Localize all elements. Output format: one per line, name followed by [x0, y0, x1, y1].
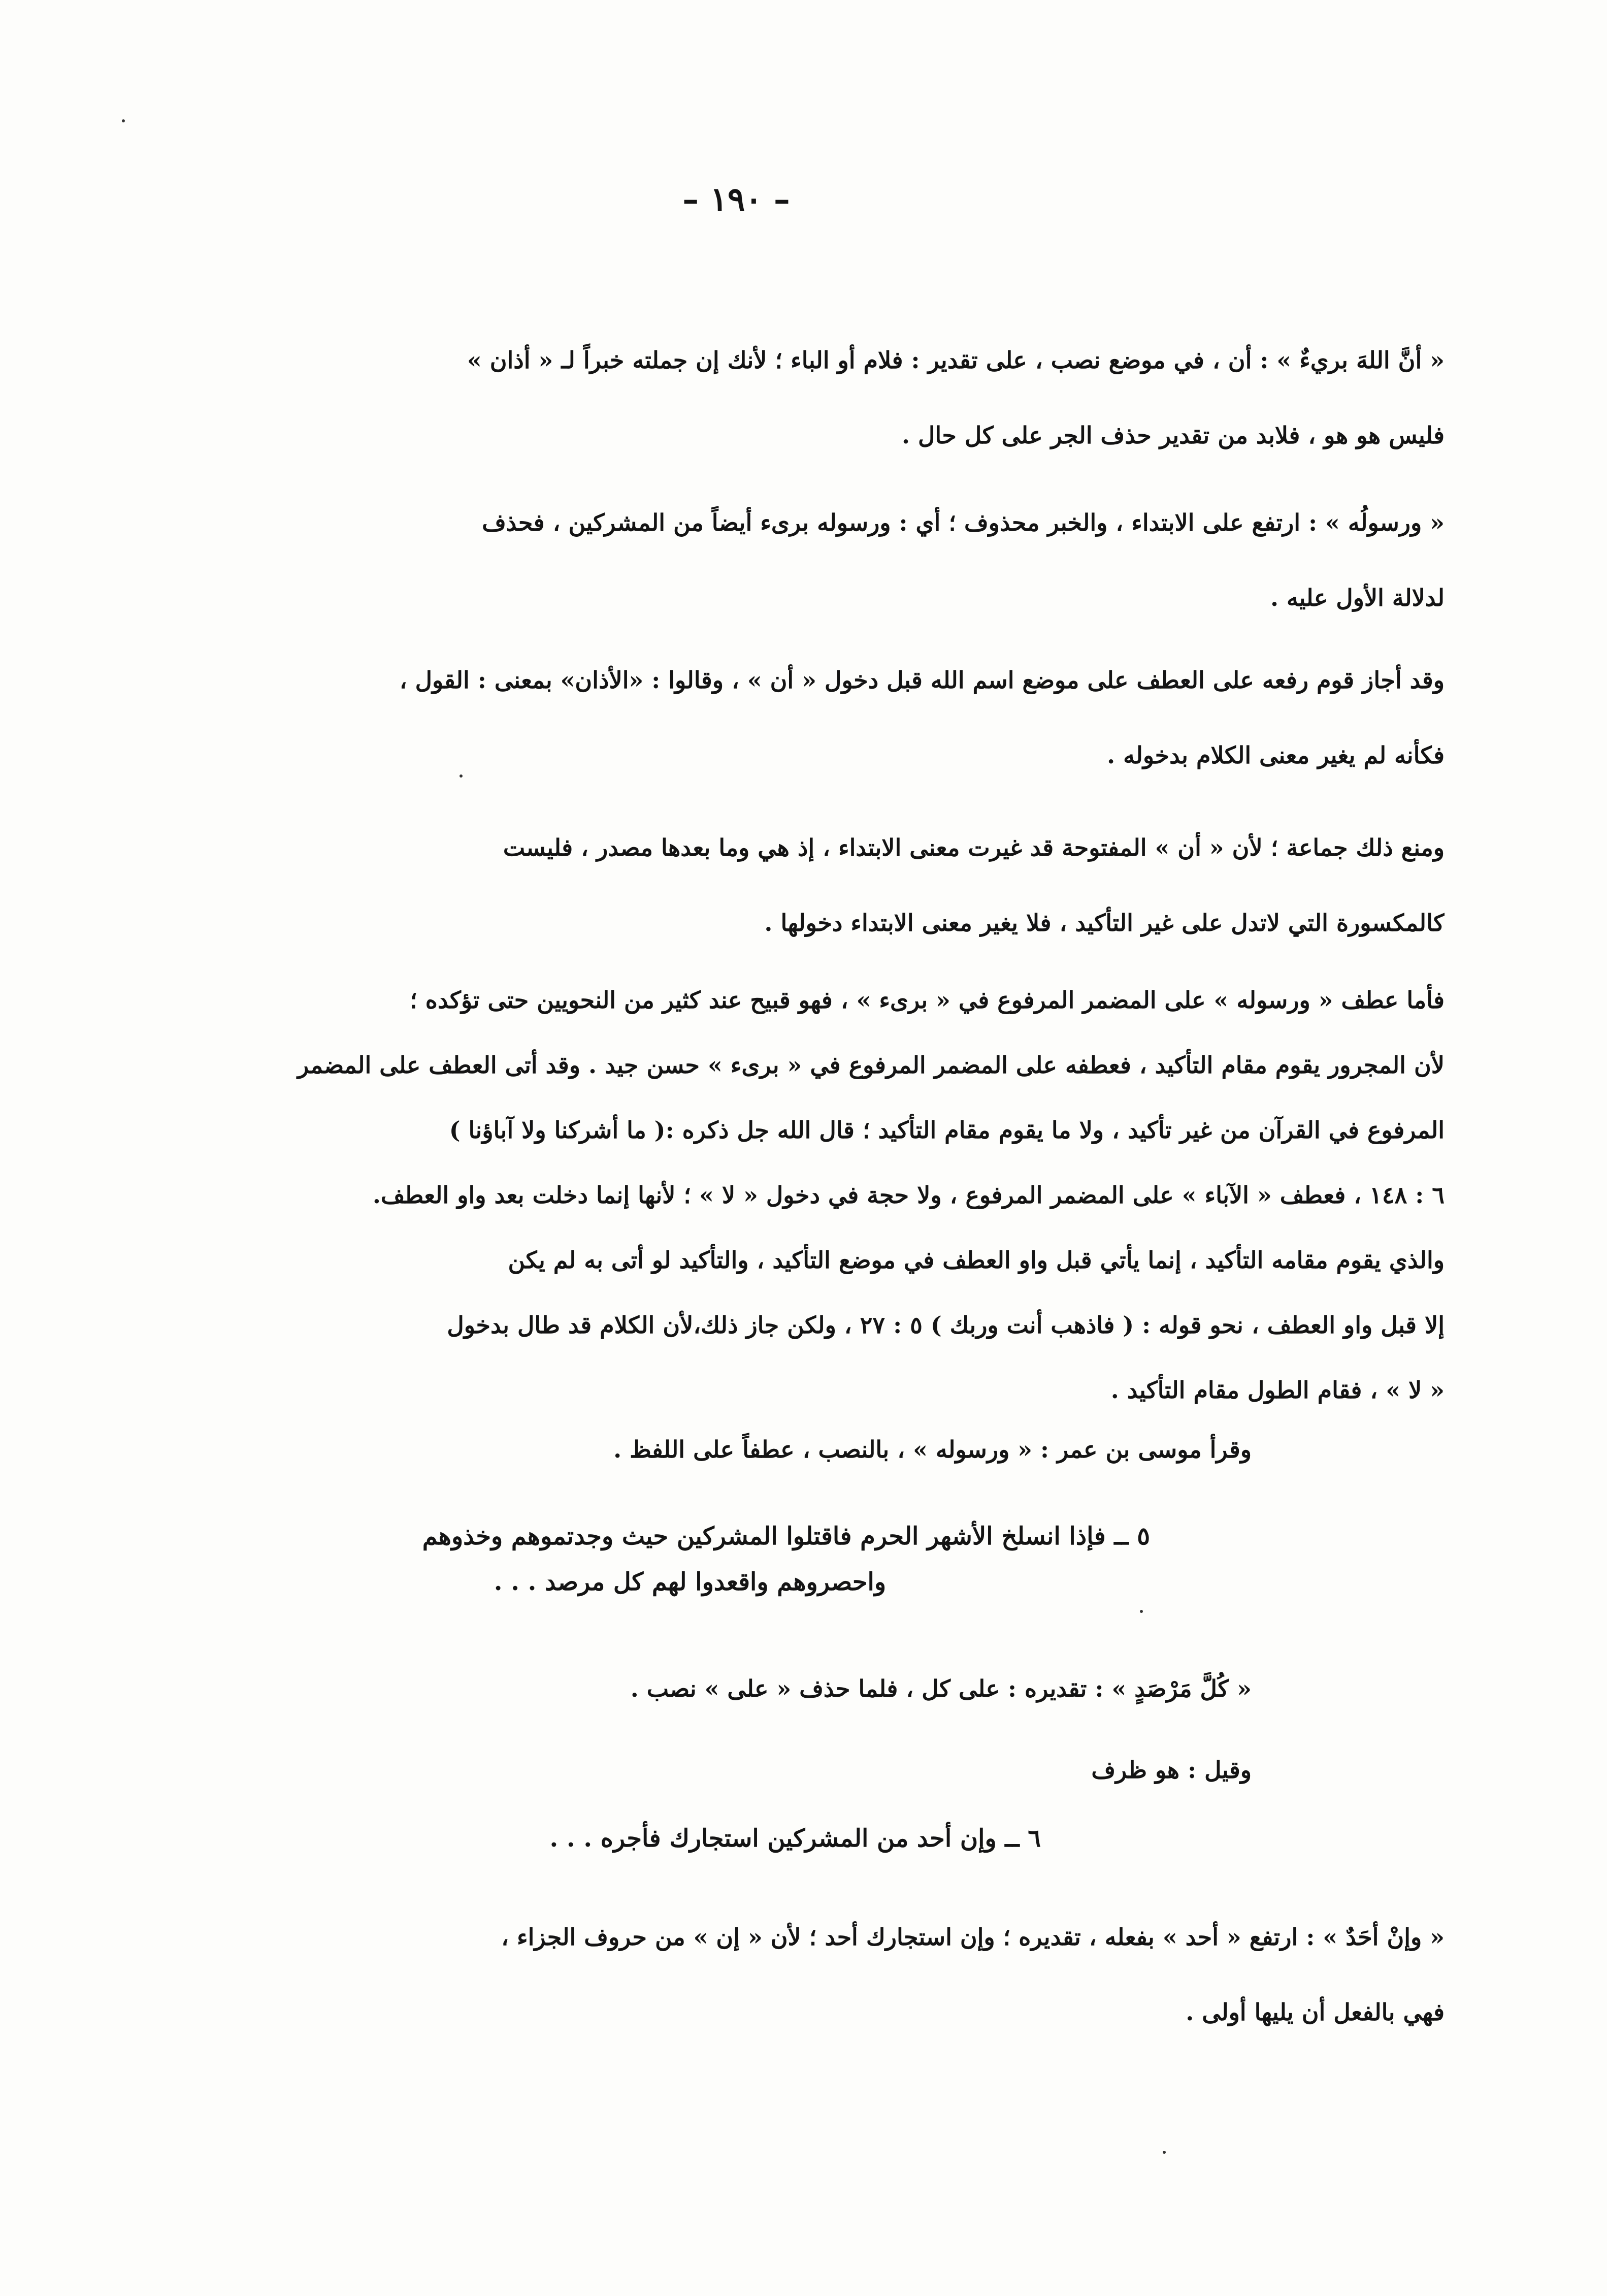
paragraph [162, 642, 1445, 793]
text-line: « أنَّ اللهَ بريءٌ » : أن ، في موضع نصب ، على تقدير : فلام أو الباء ؛ لأنك إن جملته خبراً لـ « أذان » [467, 346, 1445, 374]
text-line: « لا » ، فقام الطول مقام التأكيد . [1110, 1376, 1445, 1404]
paragraph [162, 485, 1445, 635]
paragraph [162, 1899, 1445, 2050]
scan-speck [1140, 1610, 1143, 1613]
page-number: – ١٩٠ – [682, 180, 790, 218]
verse-line: ٦ ــ وإن أحد من المشركين استجارك فأجره . . . [549, 1824, 1041, 1853]
text-line: فليس هو هو ، فلابد من تقدير حذف الجر على كل حال . [901, 422, 1445, 449]
quran-verse [338, 1513, 1150, 1605]
paragraph [162, 967, 1445, 1422]
text-line: وقرأ موسى بن عمر : « ورسوله » ، بالنصب ، عطفاً على اللفظ . [613, 1436, 1252, 1463]
text-line: وقيل : هو ظرف [1091, 1756, 1252, 1784]
text-line: ٦ : ١٤٨ ، فعطف « الآباء » على المضمر المرفوع ، ولا حجة في دخول « لا » ؛ لأنها إنما دخلت بعد واو العطف. [372, 1181, 1445, 1209]
scan-speck [1163, 2151, 1166, 2154]
scan-speck [122, 119, 125, 122]
text-line: « وإنْ أحَدٌ » : ارتفع « أحد » بفعله ، تقديره ؛ وإن استجارك أحد ؛ لأن « إن » من حروف الجزاء ، [501, 1923, 1445, 1951]
text-line: المرفوع في القرآن من غير تأكيد ، ولا ما يقوم مقام التأكيد ؛ قال الله جل ذكره :( ما أشركنا ولا آباؤنا ) [449, 1116, 1445, 1144]
text-line: كالمكسورة التي لاتدل على غير التأكيد ، فلا يغير معنى الابتداء دخولها . [764, 909, 1445, 936]
text-line: إلا قبل واو العطف ، نحو قوله : ( فاذهب أنت وربك ) ٥ : ٢٧ ، ولكن جاز ذلك،لأن الكلام قد طال بدخول [447, 1311, 1445, 1339]
paragraph [439, 1412, 1252, 1487]
text-line: « كُلَّ مَرْصَدٍ » : تقديره : على كل ، فلما حذف « على » نصب . [630, 1675, 1252, 1702]
paragraph [439, 1648, 1252, 1810]
verse-line: ٥ ــ فإذا انسلخ الأشهر الحرم فاقتلوا المشركين حيث وجدتموهم وخذوهم [422, 1522, 1150, 1550]
quran-verse [381, 1816, 1041, 1861]
text-line: وقد أجاز قوم رفعه على العطف على موضع اسم الله قبل دخول « أن » ، وقالوا : «الأذان» بمعنى : القول ، [399, 666, 1445, 694]
text-line: والذي يقوم مقامه التأكيد ، إنما يأتي قبل واو العطف في موضع التأكيد ، والتأكيد لو أتى به لم يكن [508, 1246, 1445, 1274]
paragraph [162, 810, 1445, 960]
text-line: لدلالة الأول عليه . [1270, 584, 1445, 611]
text-line: « ورسولُه » : ارتفع على الابتداء ، والخبر محذوف ؛ أي : ورسوله برىء أيضاً من المشركين ، فحذف [482, 509, 1445, 536]
text-line: فأما عطف « ورسوله » على المضمر المرفوع في « برىء » ، فهو قبيح عند كثير من النحويين حتى تؤكده ؛ [410, 986, 1445, 1014]
text-line: لأن المجرور يقوم مقام التأكيد ، فعطفه على المضمر المرفوع في « برىء » حسن جيد . وقد أتى العطف على المضمر [298, 1051, 1445, 1079]
text-line: فكأنه لم يغير معنى الكلام بدخوله . [1107, 741, 1445, 769]
text-line: فهي بالفعل أن يليها أولى . [1186, 1998, 1445, 2026]
paragraph [162, 322, 1445, 473]
verse-line: واحصروهم واقعدوا لهم كل مرصد . . . [494, 1568, 886, 1596]
text-line: ومنع ذلك جماعة ؛ لأن « أن » المفتوحة قد غيرت معنى الابتداء ، إذ هي وما بعدها مصدر ، فليست [503, 834, 1445, 861]
